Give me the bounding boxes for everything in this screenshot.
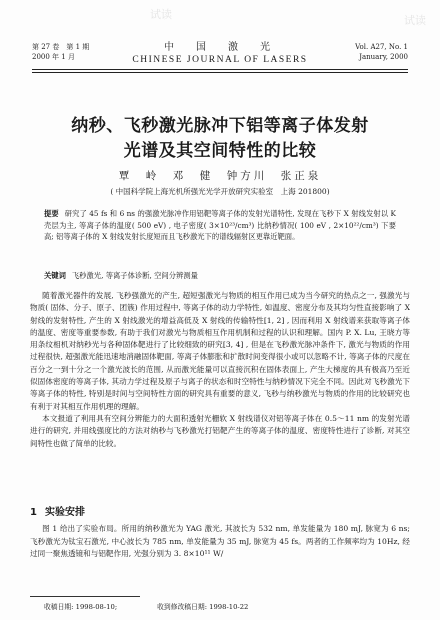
received-date: 收稿日期: 1998-08-10; [44,603,118,611]
abstract-label: 提要 [44,209,59,218]
header-rule [32,69,408,70]
affiliation: ( 中国科学院上海光机所强光光学开放研究实验室 上海 201800) [110,187,330,196]
section-title: 实验安排 [44,507,85,518]
paper-title-line: 纳秒、飞秒激光脉冲下铝等离子体发射 [71,116,369,136]
header-right [355,42,408,62]
abstract-text: 研究了 45 fs 和 6 ns 的强激光脉冲作用铝靶等离子体的发射光谱特性, 发现在飞秒下 X 射线发射以 K 壳层为主, 等离子体的温度( 500 eV) , 电子密度( 3×10²³/cm³) 比纳秒情况( 100 eV , 2×10²²/cm³) 下要高; 铝等离子体的 X 射线发射长度短而且飞秒激光下的谱线辐射区更靠近靶面。 [44,209,396,242]
journal-name [32,42,408,66]
authors: 覃 岭 邓 健 钟方川 张正泉 [118,170,322,182]
volume-issue-en: Vol. A27, No. 1 [355,43,408,51]
body-paragraph: 图 1 给出了实验布局。所用的纳秒激光为 YAG 激光, 其波长为 532 nm, 单发能量为 180 mJ, 脉宽为 6 ns; 飞秒激光为钛宝石激光, 中心波长为 785 nm, 单发能量为 35 mJ, 脉宽为 45 fs。两者的工作频率均为 10Hz, 经过同一聚焦透镜和与铝靶作用, 光强分别为 3. 8×10¹¹ W/ [30,524,410,559]
keywords-label: 关键词 [44,271,66,280]
watermark: 试读 [404,14,426,27]
body-paragraph: 随着激光器件的发展, 飞秒强激光的产生, 超短强激光与物质的相互作用已成为当今研究的热点之一, 强激光与物质( 固体、分子、原子、团簇) 作用过程中, 等离子体的动力学特性, 如温度、密度分布及其均匀性直接影响了 X 射线的发射特性, 产生的 X 射线激光的增益高低及 X 射线的传输特性[1, 2] , 因而利用 X 射线谱来获取等离子体的温度、密度等重要参数, 有助于我们对激光与物质相互作用机制和过程的认识和理解。国内 P. X. Lu, 王晓方等用条纹相机对纳秒光与各种固体靶进行了比较细致的研究[3, 4] , 但是在飞秒激光脉冲条件下, 激光与物质的作用过程很快, 超强激光能迅速地消融固体靶面, 等离子体膨胀和扩散时间变得很小或可以忽略不计, 等离子体的尺度在百分之一到十分之一个激光波长的范围, 从而激光能量可以直接沉积在固体表面上, 产生大梯度的具有极高乃至近似固体密度的等离子体, 其动力学过程及原子与离子的状态和时空特性与纳秒情况下完全不同。因此对飞秒激光下等离子体的特性, 特别是时间与空间特性方面的研究具有重要的意义, 飞秒与纳秒激光与物质的作用的比较研究也有利于对其相互作用机理的理解。 [30,291,410,411]
section-heading [30,503,85,518]
paper-title-line: 光谱及其空间特性的比较 [123,141,317,161]
running-header [32,42,408,76]
footnote [44,601,248,611]
date-en: January, 2000 [359,53,408,61]
revised-date: 收到修改稿日期: 1998-10-22 [157,603,249,611]
header-rule-thin [32,72,408,73]
keywords [44,270,396,281]
paper-title [20,114,420,164]
abstract [44,208,396,243]
journal-name-cn: 中 国 激 光 [164,42,276,53]
keywords-text: 飞秒激光, 等离子体诊断, 空间分辨测量 [71,271,198,280]
footnote-rule [30,596,140,597]
section-body [30,523,410,561]
section-number: 1 [30,507,37,518]
watermark: 试读 [150,8,172,21]
date-cn: 2000 年 1 月 [32,53,75,61]
introduction [30,290,410,450]
body-paragraph: 本文报道了利用具有空间分辨能力的大面积透射光栅软 X 射线谱仪对铝等离子体在 0.5～11 nm 的发射光谱进行的研究, 并用线强度比的方法对纳秒与飞秒激光打铝靶产生的等离子体的温度、密度特性进行了诊断, 对其空间特性也做了简单的比较。 [30,413,410,448]
journal-name-en: CHINESE JOURNAL OF LASERS [132,55,308,65]
volume-issue-cn: 第 27 卷 第 1 期 [32,43,90,51]
